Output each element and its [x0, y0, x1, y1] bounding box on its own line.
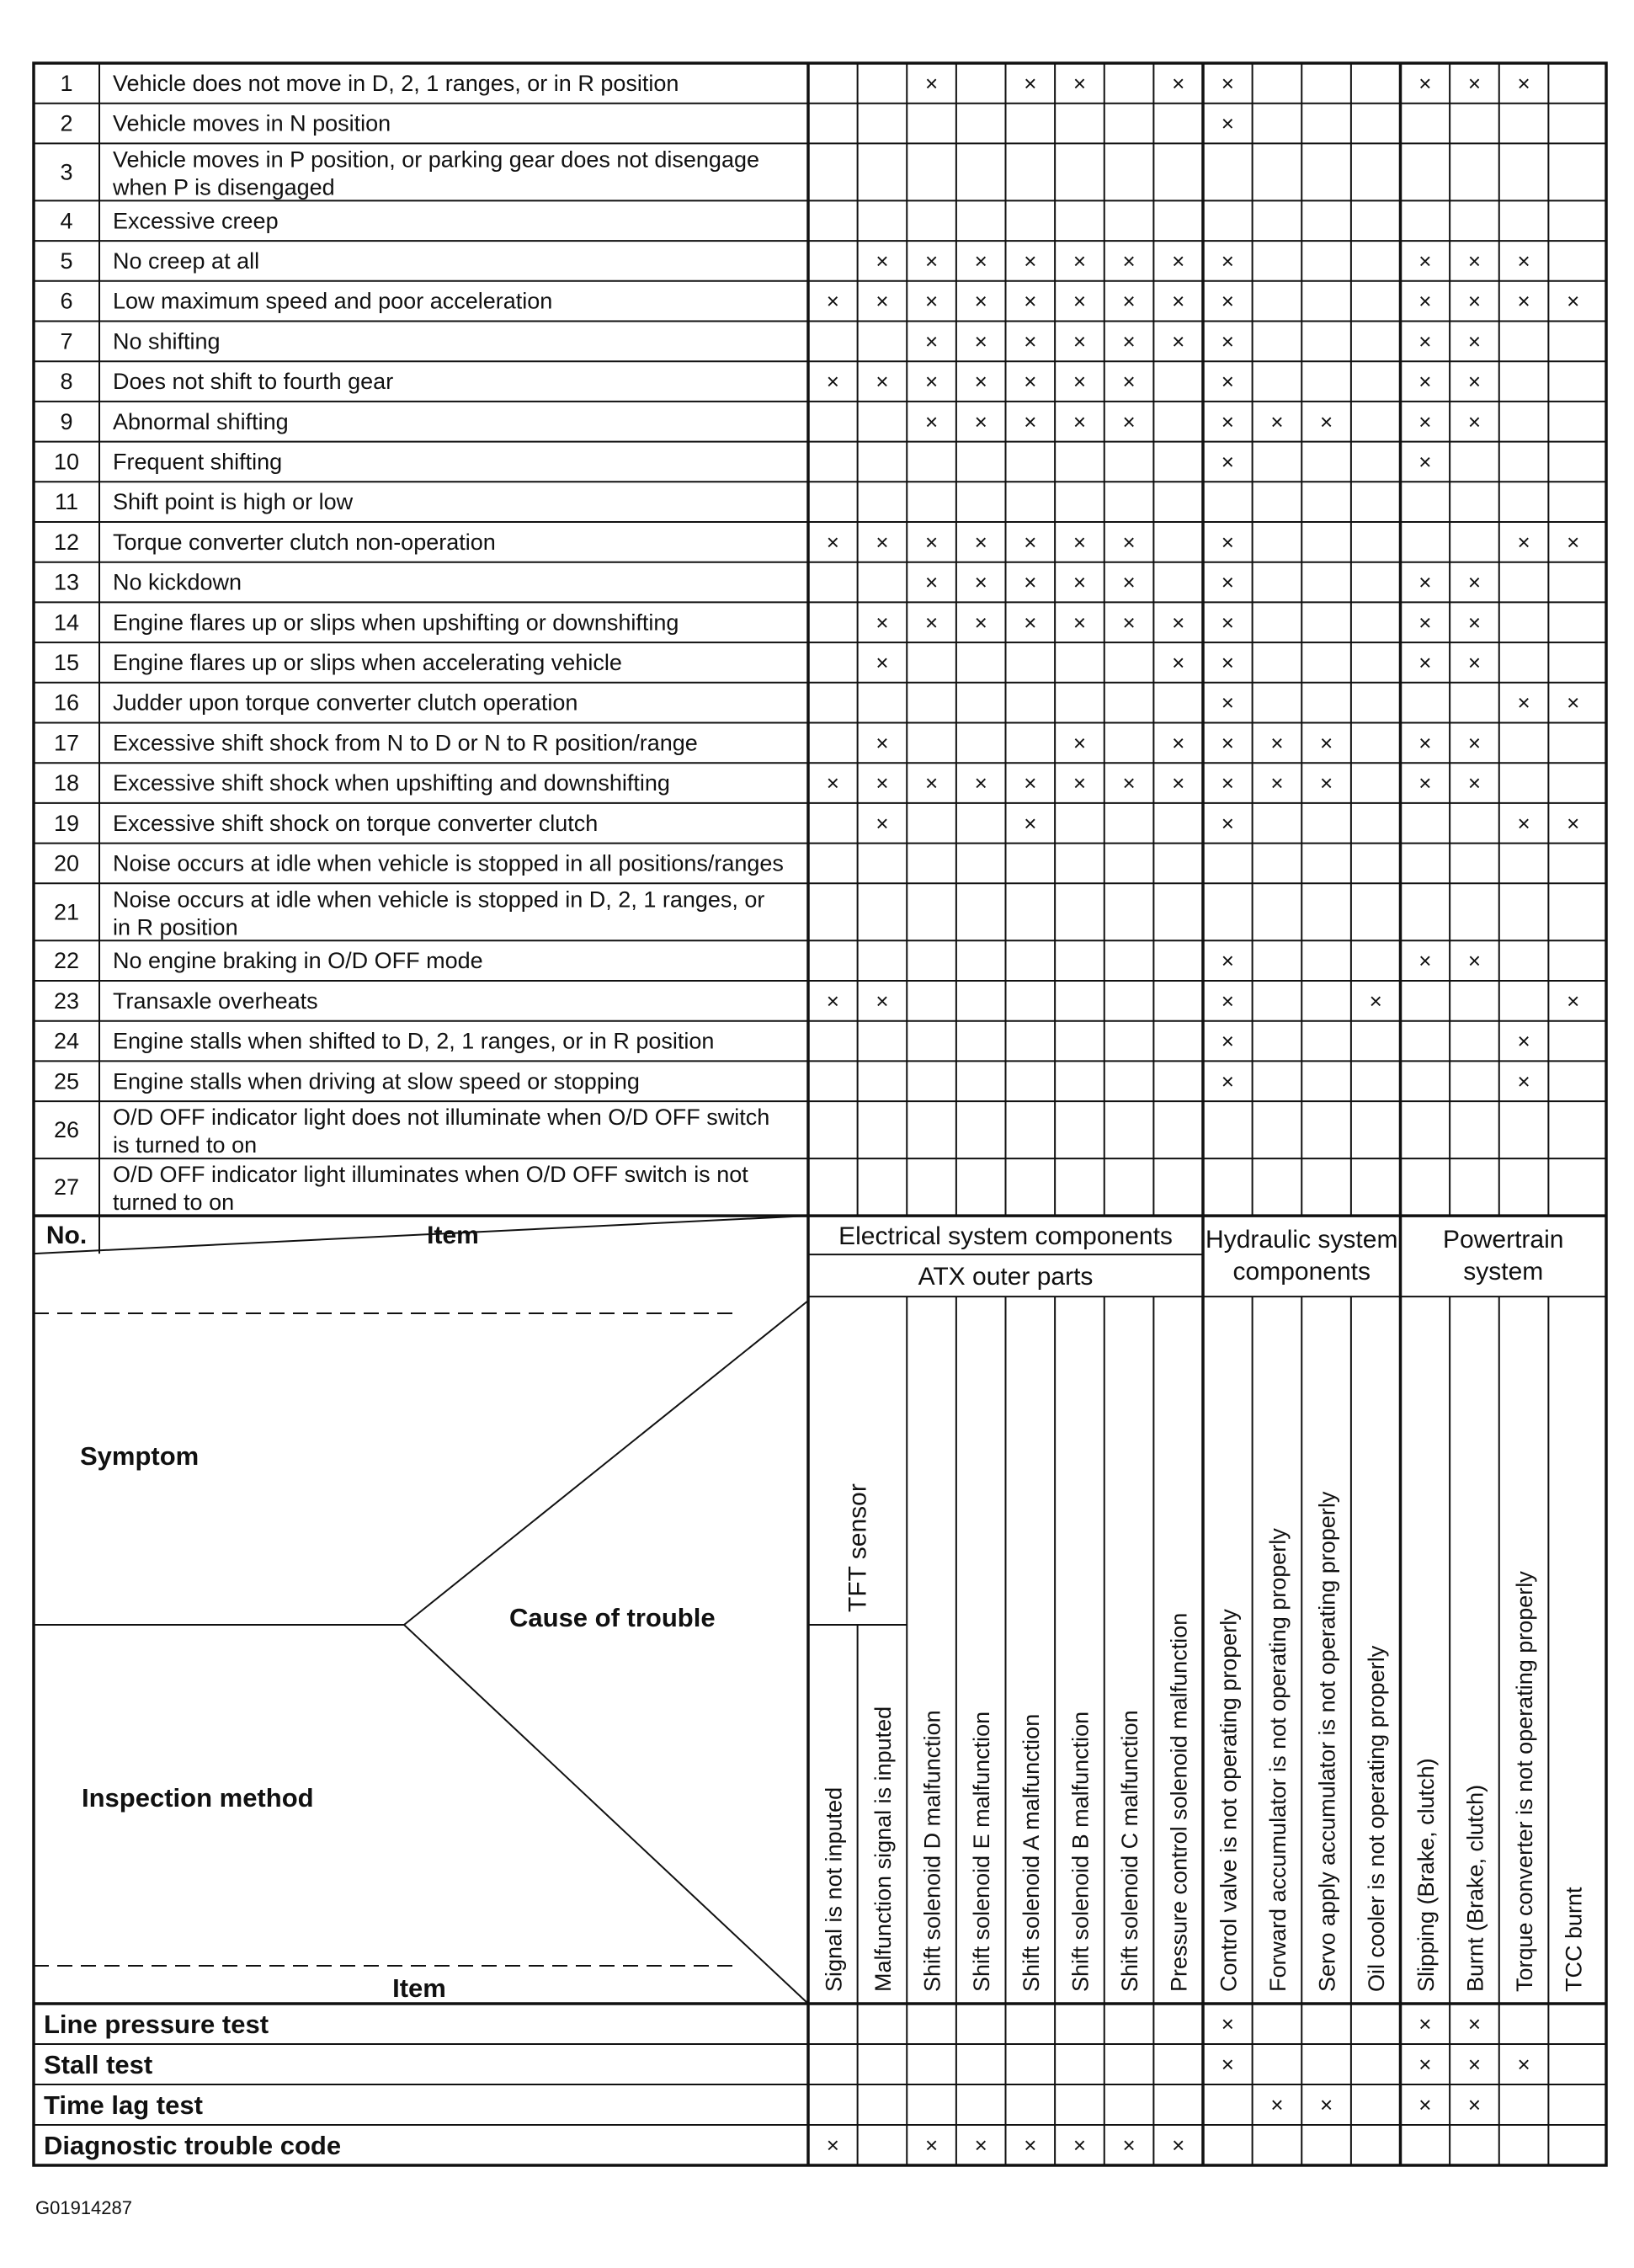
symptom-text: Low maximum speed and poor acceleration — [113, 288, 553, 314]
cause-mark: × — [1418, 248, 1432, 274]
cause-mark: × — [826, 288, 839, 314]
cause-mark: × — [876, 610, 889, 636]
cause-mark: × — [1024, 529, 1037, 555]
symptom-number: 9 — [60, 408, 73, 434]
cause-mark: × — [1072, 610, 1087, 636]
cause-mark: × — [974, 610, 987, 636]
cause-mark: × — [974, 369, 987, 395]
cause-mark: × — [876, 988, 889, 1014]
cause-mark: × — [1221, 569, 1234, 595]
cause-mark: × — [876, 529, 889, 555]
cause-column-label: Forward accumulator is not operating properly — [1264, 1528, 1291, 1992]
header-diagonal-lower — [404, 1625, 808, 2004]
cause-mark: × — [1517, 248, 1530, 274]
cause-mark: × — [974, 248, 987, 274]
header-diagonal-upper — [404, 1301, 808, 1625]
inspection-mark: × — [1467, 2092, 1482, 2117]
cause-mark: × — [1418, 449, 1432, 475]
symptom-number: 1 — [60, 70, 73, 96]
symptom-label: Symptom — [80, 1441, 200, 1471]
cause-mark: × — [1221, 988, 1234, 1014]
cause-mark: × — [1024, 248, 1037, 274]
inspection-item-header: Item — [392, 1973, 446, 2003]
cause-mark: × — [826, 770, 839, 796]
cause-mark: × — [1467, 328, 1482, 354]
cause-mark: × — [1024, 569, 1037, 595]
cause-mark: × — [1221, 1028, 1234, 1054]
symptom-text: Excessive shift shock on torque converter clutch — [113, 810, 599, 836]
cause-column-label: Malfunction signal is inputed — [870, 1706, 896, 1992]
cause-mark: × — [1418, 288, 1432, 314]
symptom-number: 8 — [60, 369, 73, 395]
symptom-text: Vehicle moves in N position — [113, 110, 391, 136]
cause-mark: × — [924, 610, 939, 636]
cause-mark: × — [1172, 649, 1185, 675]
cause-column-label: Shift solenoid A malfunction — [1018, 1713, 1044, 1992]
inspection-mark: × — [1418, 2092, 1432, 2117]
cause-mark: × — [1122, 328, 1136, 354]
cause-mark: × — [1467, 70, 1482, 96]
cause-mark: × — [1418, 948, 1432, 974]
cause-mark: × — [1270, 770, 1284, 796]
symptom-text: Vehicle moves in P position, or parking gear does not disengage — [113, 146, 759, 173]
cause-mark: × — [1221, 449, 1234, 475]
symptom-text: No kickdown — [113, 569, 242, 595]
symptom-number: 24 — [53, 1028, 80, 1054]
symptom-text: in R position — [113, 914, 238, 940]
cause-mark: × — [876, 248, 889, 274]
symptom-text: Noise occurs at idle when vehicle is stopped in D, 2, 1 ranges, or — [113, 886, 765, 913]
cause-mark: × — [1072, 770, 1087, 796]
cause-mark: × — [924, 70, 939, 96]
cause-mark: × — [1517, 70, 1530, 96]
symptom-number: 2 — [60, 110, 73, 136]
symptom-text: Torque converter clutch non-operation — [113, 529, 496, 555]
cause-mark: × — [1024, 770, 1037, 796]
cause-column-label: Shift solenoid B malfunction — [1067, 1711, 1094, 1992]
cause-mark: × — [876, 288, 889, 314]
inspection-mark: × — [1221, 2052, 1234, 2077]
symptom-text: Engine stalls when driving at slow speed or stopping — [113, 1068, 640, 1094]
cause-column-label: Control valve is not operating properly — [1216, 1609, 1242, 1992]
cause-mark: × — [1418, 328, 1432, 354]
cause-mark: × — [924, 248, 939, 274]
cause-mark: × — [1221, 948, 1234, 974]
cause-mark: × — [1517, 1068, 1530, 1094]
symptom-text: Excessive creep — [113, 208, 279, 234]
symptom-number: 23 — [53, 988, 80, 1014]
cause-mark: × — [1221, 610, 1234, 636]
cause-mark: × — [1024, 610, 1037, 636]
cause-mark: × — [1221, 810, 1234, 836]
inspection-method-label: Inspection method — [82, 1783, 314, 1813]
cause-mark: × — [1221, 369, 1234, 395]
cause-mark: × — [1024, 288, 1037, 314]
cause-mark: × — [1122, 408, 1136, 434]
cause-mark: × — [1122, 610, 1136, 636]
cause-mark: × — [924, 288, 939, 314]
symptom-text: Noise occurs at idle when vehicle is stopped in all positions/ranges — [113, 850, 784, 876]
inspection-mark: × — [1517, 2052, 1530, 2077]
cause-mark: × — [1467, 408, 1482, 434]
cause-mark: × — [1172, 248, 1185, 274]
symptom-text: No creep at all — [113, 248, 260, 274]
cause-mark: × — [1418, 730, 1432, 756]
symptom-text: Vehicle does not move in D, 2, 1 ranges, or in R position — [113, 70, 679, 96]
cause-mark: × — [1467, 770, 1482, 796]
cause-mark: × — [1418, 369, 1432, 395]
inspection-mark: × — [1072, 2132, 1087, 2158]
inspection-label: Diagnostic trouble code — [44, 2131, 342, 2160]
symptom-text: No engine braking in O/D OFF mode — [113, 948, 483, 974]
cause-mark: × — [1024, 810, 1037, 836]
symptom-number: 22 — [53, 948, 80, 974]
inspection-mark: × — [1122, 2132, 1136, 2158]
cause-mark: × — [1418, 569, 1432, 595]
inspection-mark: × — [1418, 2052, 1432, 2077]
cause-mark: × — [1122, 770, 1136, 796]
cause-column-label: Burnt (Brake, clutch) — [1462, 1784, 1488, 1992]
symptom-text: turned to on — [113, 1190, 235, 1216]
symptom-text: No shifting — [113, 328, 221, 354]
cause-mark: × — [1418, 610, 1432, 636]
symptom-text: Does not shift to fourth gear — [113, 369, 394, 395]
cause-mark: × — [1567, 288, 1580, 314]
cause-mark: × — [1467, 288, 1482, 314]
symptom-number: 3 — [60, 159, 73, 185]
cause-column-label: Pressure control solenoid malfunction — [1166, 1612, 1192, 1992]
symptom-text: Engine stalls when shifted to D, 2, 1 ranges, or in R position — [113, 1028, 715, 1054]
cause-mark: × — [1122, 529, 1136, 555]
symptom-text: is turned to on — [113, 1132, 258, 1158]
cause-of-trouble-label: Cause of trouble — [509, 1603, 716, 1632]
cause-mark: × — [974, 529, 987, 555]
cause-mark: × — [1072, 248, 1087, 274]
inspection-mark: × — [1319, 2092, 1333, 2117]
cause-mark: × — [1221, 408, 1234, 434]
cause-mark: × — [876, 369, 889, 395]
inspection-mark: × — [1270, 2092, 1284, 2117]
cause-mark: × — [1221, 70, 1234, 96]
cause-mark: × — [924, 328, 939, 354]
cause-mark: × — [1072, 70, 1087, 96]
cause-mark: × — [924, 770, 939, 796]
cause-mark: × — [1072, 408, 1087, 434]
symptom-text: Excessive shift shock when upshifting and downshifting — [113, 770, 670, 796]
cause-mark: × — [1172, 70, 1185, 96]
cause-mark: × — [1221, 529, 1234, 555]
symptom-number: 10 — [53, 449, 80, 475]
symptom-number: 5 — [60, 248, 73, 274]
cause-mark: × — [1221, 649, 1234, 675]
cause-column-label: Torque converter is not operating properly — [1512, 1571, 1538, 1992]
cause-mark: × — [1172, 770, 1185, 796]
cause-mark: × — [1172, 730, 1185, 756]
cause-mark: × — [876, 770, 889, 796]
cause-mark: × — [876, 649, 889, 675]
cause-mark: × — [1567, 810, 1580, 836]
powertrain-group-label: Powertrain — [1443, 1226, 1564, 1254]
cause-mark: × — [1517, 689, 1530, 716]
inspection-mark: × — [924, 2132, 939, 2158]
atx-outer-parts-label: ATX outer parts — [918, 1263, 1094, 1291]
symptom-number: 4 — [60, 208, 73, 234]
symptom-text: O/D OFF indicator light illuminates when O/D OFF switch is not — [113, 1162, 748, 1188]
cause-column-label: Shift solenoid E malfunction — [969, 1711, 995, 1992]
cause-mark: × — [1369, 988, 1382, 1014]
symptom-text: Frequent shifting — [113, 449, 283, 475]
cause-mark: × — [1221, 770, 1234, 796]
symptom-number: 12 — [53, 529, 80, 555]
cause-mark: × — [1221, 730, 1234, 756]
cause-mark: × — [1221, 1068, 1234, 1094]
cause-mark: × — [1172, 610, 1185, 636]
cause-mark: × — [1072, 288, 1087, 314]
symptom-number: 21 — [53, 899, 80, 925]
symptom-number: 27 — [53, 1174, 80, 1201]
cause-mark: × — [1319, 730, 1333, 756]
cause-mark: × — [1122, 369, 1136, 395]
cause-mark: × — [974, 328, 987, 354]
cause-mark: × — [1072, 730, 1087, 756]
cause-mark: × — [1270, 408, 1284, 434]
cause-mark: × — [826, 529, 839, 555]
cause-mark: × — [1221, 110, 1234, 136]
cause-mark: × — [1418, 649, 1432, 675]
header-diagonal-line — [34, 1216, 808, 1254]
symptom-text: Engine flares up or slips when upshifting or downshifting — [113, 610, 679, 636]
cause-mark: × — [1221, 689, 1234, 716]
cause-mark: × — [1517, 1028, 1530, 1054]
cause-column-label: TCC burnt — [1561, 1887, 1587, 1992]
cause-mark: × — [1270, 730, 1284, 756]
symptom-number: 11 — [54, 489, 79, 515]
cause-mark: × — [1221, 288, 1234, 314]
cause-mark: × — [1418, 70, 1432, 96]
cause-mark: × — [1467, 569, 1482, 595]
tft-sensor-label: TFT sensor — [844, 1483, 872, 1612]
cause-mark: × — [876, 810, 889, 836]
symptom-text: Engine flares up or slips when accelerating vehicle — [113, 649, 622, 675]
cause-column-label: Oil cooler is not operating properly — [1364, 1645, 1390, 1992]
cause-mark: × — [1072, 529, 1087, 555]
cause-mark: × — [1567, 988, 1580, 1014]
symptom-number: 6 — [60, 288, 73, 314]
cause-mark: × — [1467, 248, 1482, 274]
cause-mark: × — [974, 288, 987, 314]
cause-mark: × — [1418, 770, 1432, 796]
cause-column-label: Shift solenoid D malfunction — [919, 1710, 945, 1992]
hydraulic-group-label: Hydraulic system — [1206, 1226, 1398, 1254]
cause-column-label: Slipping (Brake, clutch) — [1413, 1758, 1439, 1992]
cause-mark: × — [1221, 248, 1234, 274]
cause-mark: × — [1567, 529, 1580, 555]
cause-mark: × — [924, 369, 939, 395]
symptom-text: O/D OFF indicator light does not illuminate when O/D OFF switch — [113, 1105, 770, 1131]
cause-mark: × — [826, 369, 839, 395]
cause-mark: × — [1172, 328, 1185, 354]
cause-mark: × — [1319, 408, 1333, 434]
cause-mark: × — [1122, 248, 1136, 274]
inspection-label: Time lag test — [44, 2090, 203, 2120]
cause-mark: × — [1517, 529, 1530, 555]
symptom-number: 16 — [53, 689, 80, 716]
symptom-text: when P is disengaged — [113, 174, 335, 200]
item-header: Item — [427, 1222, 479, 1250]
powertrain-group-label: system — [1463, 1258, 1544, 1286]
cause-mark: × — [1467, 649, 1482, 675]
cause-mark: × — [1122, 569, 1136, 595]
symptom-number: 19 — [53, 810, 80, 836]
no-header: No. — [45, 1222, 88, 1250]
symptom-text: Transaxle overheats — [113, 988, 318, 1014]
inspection-mark: × — [1467, 2052, 1482, 2077]
inspection-mark: × — [1024, 2132, 1037, 2158]
cause-mark: × — [1024, 408, 1037, 434]
cause-mark: × — [1072, 569, 1087, 595]
cause-mark: × — [1418, 408, 1432, 434]
cause-mark: × — [1172, 288, 1185, 314]
cause-mark: × — [1319, 770, 1333, 796]
hydraulic-group-label: components — [1232, 1258, 1371, 1286]
cause-mark: × — [1467, 730, 1482, 756]
cause-mark: × — [1517, 288, 1530, 314]
cause-mark: × — [1467, 610, 1482, 636]
inspection-mark: × — [974, 2132, 987, 2158]
inspection-label: Stall test — [44, 2050, 153, 2079]
symptom-text: Excessive shift shock from N to D or N to R position/range — [113, 730, 698, 756]
symptom-number: 15 — [53, 649, 80, 675]
inspection-mark: × — [1467, 2011, 1482, 2036]
symptom-number: 18 — [53, 770, 80, 796]
symptom-number: 26 — [53, 1117, 80, 1143]
inspection-mark: × — [826, 2132, 839, 2158]
cause-mark: × — [1122, 288, 1136, 314]
electrical-group-label: Electrical system components — [838, 1222, 1173, 1251]
symptom-text: Judder upon torque converter clutch operation — [113, 689, 578, 716]
symptom-number: 14 — [53, 610, 80, 636]
inspection-mark: × — [1172, 2132, 1185, 2158]
cause-mark: × — [1221, 328, 1234, 354]
cause-column-label: Signal is not inputed — [821, 1786, 847, 1992]
cause-mark: × — [1467, 948, 1482, 974]
diagram-id: G01914287 — [35, 2197, 132, 2218]
cause-mark: × — [1024, 328, 1037, 354]
symptom-number: 20 — [53, 850, 80, 876]
symptom-number: 7 — [60, 328, 73, 354]
cause-mark: × — [1072, 328, 1087, 354]
cause-mark: × — [1024, 70, 1037, 96]
symptom-number: 13 — [53, 569, 80, 595]
cause-mark: × — [924, 408, 939, 434]
cause-mark: × — [1072, 369, 1087, 395]
symptom-number: 17 — [53, 730, 80, 756]
cause-mark: × — [974, 770, 987, 796]
cause-mark: × — [974, 408, 987, 434]
cause-mark: × — [924, 569, 939, 595]
cause-mark: × — [974, 569, 987, 595]
cause-mark: × — [924, 529, 939, 555]
cause-column-label: Servo apply accumulator is not operating properly — [1314, 1491, 1340, 1992]
cause-mark: × — [1467, 369, 1482, 395]
cause-mark: × — [1024, 369, 1037, 395]
symptom-text: Shift point is high or low — [113, 489, 354, 515]
symptom-text: Abnormal shifting — [113, 408, 289, 434]
cause-mark: × — [826, 988, 839, 1014]
cause-mark: × — [1517, 810, 1530, 836]
symptom-number: 25 — [53, 1068, 80, 1094]
inspection-mark: × — [1418, 2011, 1432, 2036]
inspection-mark: × — [1221, 2011, 1234, 2036]
inspection-label: Line pressure test — [44, 2010, 269, 2039]
cause-mark: × — [1567, 689, 1580, 716]
cause-mark: × — [876, 730, 889, 756]
cause-column-label: Shift solenoid C malfunction — [1117, 1710, 1143, 1992]
